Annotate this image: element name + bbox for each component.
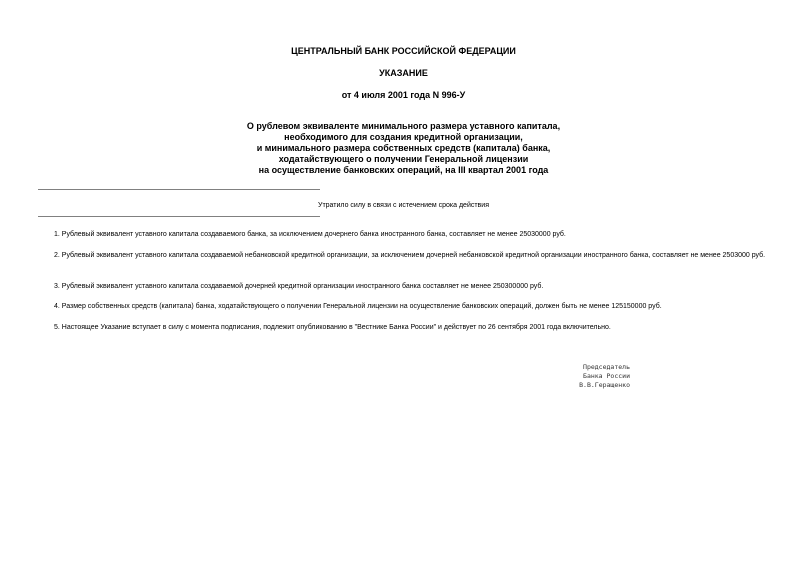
document-title bbox=[0, 121, 807, 176]
paragraph-3: 3. Рублевый эквивалент уставного капитала создаваемой дочерней кредитной организации иностранного банка составляет не менее 250300000 руб. bbox=[54, 283, 544, 290]
status-note: Утратило силу в связи с истечением срока действия bbox=[318, 202, 489, 209]
document-date-number: от 4 июля 2001 года N 996-У bbox=[341, 90, 466, 100]
paragraph-4: 4. Размер собственных средств (капитала) банка, ходатайствующего о получении Генеральной лицензии на осуществление банковских операций, должен быть не менее 125150000 руб. bbox=[54, 303, 662, 310]
signature-block bbox=[560, 363, 630, 390]
document-type-heading: УКАЗАНИЕ bbox=[379, 68, 428, 78]
divider-bottom bbox=[38, 216, 320, 217]
title-line: ходатайствующего о получении Генеральной лицензии bbox=[278, 154, 529, 164]
signature-position: Председатель bbox=[583, 363, 630, 371]
paragraph-2: 2. Рублевый эквивалент уставного капитала создаваемой небанковской кредитной организации, за исключением дочерней небанковской кредитной организации иностранного банка, составляет не менее 2503000 руб. bbox=[54, 252, 766, 259]
issuer-heading: ЦЕНТРАЛЬНЫЙ БАНК РОССИЙСКОЙ ФЕДЕРАЦИИ bbox=[291, 46, 516, 56]
title-line: необходимого для создания кредитной организации, bbox=[284, 132, 523, 142]
title-line: О рублевом эквиваленте минимального размера уставного капитала, bbox=[246, 121, 561, 131]
paragraph-5: 5. Настоящее Указание вступает в силу с момента подписания, подлежит опубликованию в "Вестнике Банка России" и действует по 26 сентября 2001 года включительно. bbox=[54, 324, 611, 331]
signature-name: В.В.Геращенко bbox=[579, 381, 630, 389]
signature-organization: Банка России bbox=[583, 372, 630, 380]
paragraph-1: 1. Рублевый эквивалент уставного капитала создаваемого банка, за исключением дочернего банка иностранного банка, составляет не менее 25030000 руб. bbox=[54, 231, 566, 238]
divider-top bbox=[38, 189, 320, 190]
title-line: на осуществление банковских операций, на III квартал 2001 года bbox=[258, 165, 549, 175]
title-line: и минимального размера собственных средств (капитала) банка, bbox=[256, 143, 551, 153]
